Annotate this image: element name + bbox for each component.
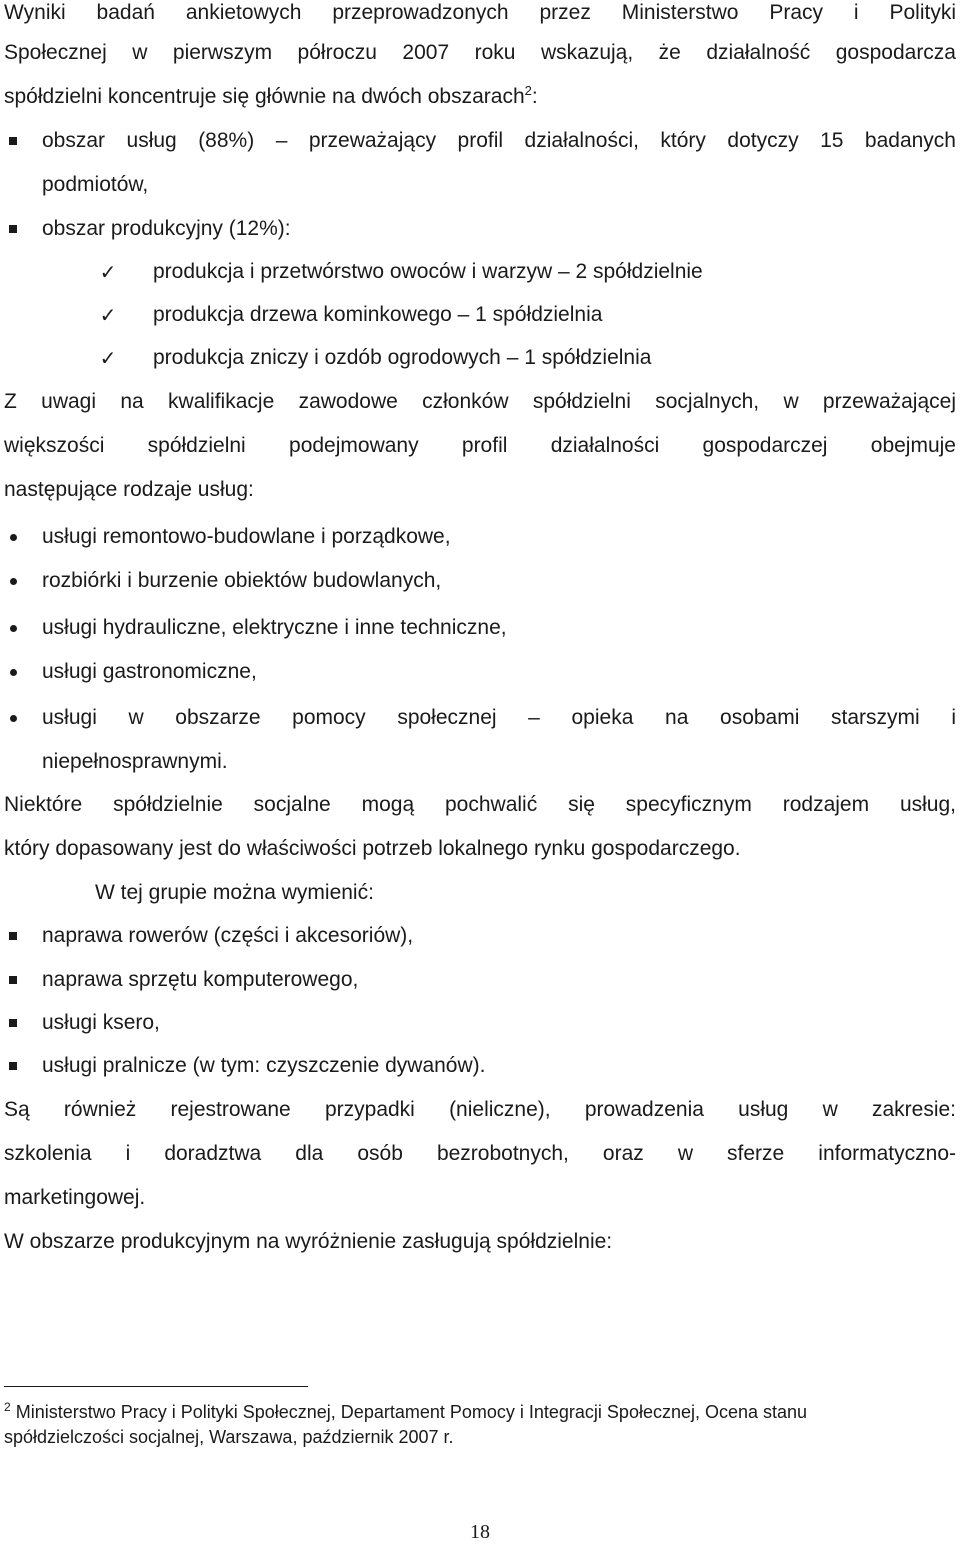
footnote-line-2: spółdzielczości socjalnej, Warszawa, październik 2007 r.: [4, 1427, 454, 1447]
round-bullet-icon: [0, 659, 26, 685]
footnote-line-1: [4, 1401, 956, 1423]
round-bullet-icon: [0, 705, 26, 731]
footnote-text: Ministerstwo Pracy i Polityki Społecznej, Departament Pomocy i Integracji Społecznej, Ocena stanu: [15, 1402, 808, 1422]
list-item-production-area: obszar produkcyjny (12%):: [42, 217, 291, 240]
paragraph-rare-line-2: szkolenia i doradztwa dla osób bezrobotnych, oraz w sferze informatyczno-: [4, 1142, 956, 1165]
list-item-service-social-care-line-1: usługi w obszarze pomocy społecznej – opieka na osobami starszymi i: [42, 706, 956, 729]
checkmark-icon: ✓: [99, 303, 117, 327]
footnote-number: 2: [4, 1400, 11, 1414]
round-bullet-icon: [0, 524, 26, 550]
paragraph-specific-line-1: Niektóre spółdzielnie socjalne mogą pochwalić się specyficznym rodzajem usług,: [4, 793, 956, 816]
list-item-copy-services: usługi ksero,: [42, 1011, 160, 1034]
checkmark-icon: ✓: [99, 260, 117, 284]
list-item-service-social-care-line-2: niepełnosprawnymi.: [42, 750, 228, 773]
square-bullet-icon: [0, 1053, 26, 1079]
paragraph-specific-line-3: W tej grupie można wymienić:: [95, 881, 374, 904]
round-bullet-icon: [0, 615, 26, 641]
paragraph-intro-line-1: Wyniki badań ankietowych przeprowadzonych przez Ministerstwo Pracy i Polityki: [4, 1, 956, 24]
sublist-item-candles: produkcja zniczy i ozdób ogrodowych – 1 spółdzielnia: [153, 346, 652, 369]
sublist-item-firewood: produkcja drzewa kominkowego – 1 spółdzielnia: [153, 303, 603, 326]
square-bullet-icon: [0, 923, 26, 949]
list-item-service-technical: usługi hydrauliczne, elektryczne i inne techniczne,: [42, 616, 507, 639]
paragraph-rare-line-1: Są również rejestrowane przypadki (nieliczne), prowadzenia usług w zakresie:: [4, 1098, 956, 1121]
checkmark-icon: ✓: [99, 346, 117, 370]
page-number: 18: [470, 1521, 490, 1543]
square-bullet-icon: [0, 967, 26, 993]
paragraph-qualifications-line-1: Z uwagi na kwalifikacje zawodowe członków spółdzielni socjalnych, w przeważającej: [4, 390, 956, 413]
list-item-service-construction: usługi remontowo-budowlane i porządkowe,: [42, 525, 451, 548]
paragraph-qualifications-line-2: większości spółdzielni podejmowany profil działalności gospodarczej obejmuje: [4, 434, 956, 457]
list-item-computer-repair: naprawa sprzętu komputerowego,: [42, 968, 359, 991]
intro-colon: :: [531, 85, 538, 108]
round-bullet-icon: [0, 568, 26, 594]
paragraph-intro-line-2: Społecznej w pierwszym półroczu 2007 roku wskazują, że działalność gospodarcza: [4, 41, 956, 64]
list-item-laundry: usługi pralnicze (w tym: czyszczenie dywanów).: [42, 1054, 486, 1077]
paragraph-production: W obszarze produkcyjnym na wyróżnienie zasługują spółdzielnie:: [4, 1230, 613, 1253]
list-item-bike-repair: naprawa rowerów (części i akcesoriów),: [42, 924, 414, 947]
footnote-separator: [4, 1386, 308, 1387]
paragraph-rare-line-3: marketingowej.: [4, 1186, 146, 1209]
square-bullet-icon: [0, 216, 26, 242]
square-bullet-icon: [0, 128, 26, 154]
paragraph-intro-line-3: [4, 84, 956, 110]
list-item-services-area-line-2: podmiotów,: [42, 173, 149, 196]
list-item-service-demolition: rozbiórki i burzenie obiektów budowlanych,: [42, 569, 442, 592]
list-item-service-gastronomy: usługi gastronomiczne,: [42, 660, 257, 683]
paragraph-specific-line-2: który dopasowany jest do właściwości potrzeb lokalnego rynku gospodarczego.: [4, 837, 741, 860]
square-bullet-icon: [0, 1010, 26, 1036]
list-item-services-area-line-1: obszar usług (88%) – przeważający profil działalności, który dotyczy 15 badanych: [42, 129, 956, 152]
sublist-item-fruit-vegetables: produkcja i przetwórstwo owoców i warzyw – 2 spółdzielnie: [153, 260, 703, 283]
footnote-ref[interactable]: 2: [524, 83, 532, 98]
paragraph-qualifications-line-3: następujące rodzaje usług:: [4, 478, 254, 501]
intro-text: spółdzielni koncentruje się głównie na dwóch obszarach: [4, 85, 525, 108]
